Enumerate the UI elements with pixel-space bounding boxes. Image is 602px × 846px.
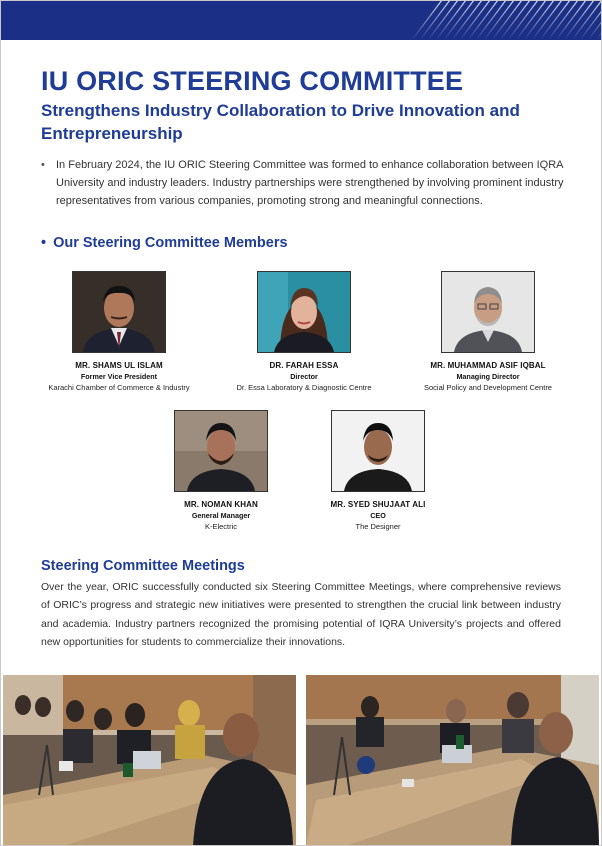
meeting-photo — [306, 675, 599, 846]
member-photo — [72, 271, 166, 353]
member-photo — [257, 271, 351, 353]
member-card — [24, 271, 214, 393]
member-organization: Social Policy and Development Centre — [424, 382, 552, 392]
meetings-paragraph: Over the year, ORIC successfully conducted six Steering Committee Meetings, where comprehensive reviews of ORIC’s progress and strategic new initiatives were presented to strengthen the crucial link between industry and academia. Industry partners recognized the promising potential of IQRA University’s projects and offered new opportunities for students to commercialize their innovations. — [41, 581, 561, 648]
member-card — [393, 271, 583, 393]
member-photo — [441, 271, 535, 353]
portrait-icon — [175, 411, 267, 491]
members-heading-text: Our Steering Committee Members — [53, 235, 288, 251]
member-name: MR. MUHAMMAD ASIF IQBAL — [430, 361, 546, 370]
member-photo — [174, 410, 268, 492]
member-photo — [331, 410, 425, 492]
header-band — [0, 0, 602, 40]
member-organization: Karachi Chamber of Commerce & Industry — [48, 382, 190, 392]
bullet-icon: • — [41, 235, 47, 251]
member-organization: Dr. Essa Laboratory & Diagnostic Centre — [236, 382, 372, 392]
member-name: DR. FARAH ESSA — [269, 361, 339, 370]
member-name: MR. SHAMS UL ISLAM — [75, 361, 163, 370]
member-name: MR. NOMAN KHAN — [184, 500, 258, 509]
member-role: Managing Director — [456, 371, 520, 381]
meeting-room-image — [3, 675, 296, 846]
member-card — [209, 271, 399, 393]
portrait-icon — [73, 272, 165, 352]
member-role: Director — [290, 371, 318, 381]
meeting-photo — [3, 675, 296, 846]
bullet-icon: • — [41, 159, 45, 171]
member-organization: The Designer — [355, 521, 401, 531]
member-card — [283, 410, 473, 532]
page-title: IU ORIC STEERING COMMITTEE — [41, 66, 464, 96]
intro-text: In February 2024, the IU ORIC Steering Committee was formed to enhance collaboration between IQRA University and industry leaders. Industry partnerships were strengthened by involving prominent industry representatives from various companies, promoting strong and meaningful connections. — [56, 159, 564, 208]
member-name: MR. SYED SHUJAAT ALI — [330, 500, 426, 509]
portrait-icon — [332, 411, 424, 491]
member-role: CEO — [370, 510, 386, 520]
member-role: Former Vice President — [80, 371, 158, 381]
page-subtitle: Strengthens Industry Collaboration to Drive Innovation and Entrepreneurship — [41, 101, 520, 143]
portrait-icon — [258, 272, 350, 352]
members-heading — [41, 235, 288, 251]
portrait-icon — [442, 272, 534, 352]
meeting-room-image — [306, 675, 599, 846]
meetings-heading: Steering Committee Meetings — [41, 558, 245, 574]
intro-paragraph — [41, 156, 566, 211]
stripe-pattern — [402, 0, 602, 40]
member-organization: K-Electric — [204, 521, 238, 531]
member-role: General Manager — [191, 510, 251, 520]
